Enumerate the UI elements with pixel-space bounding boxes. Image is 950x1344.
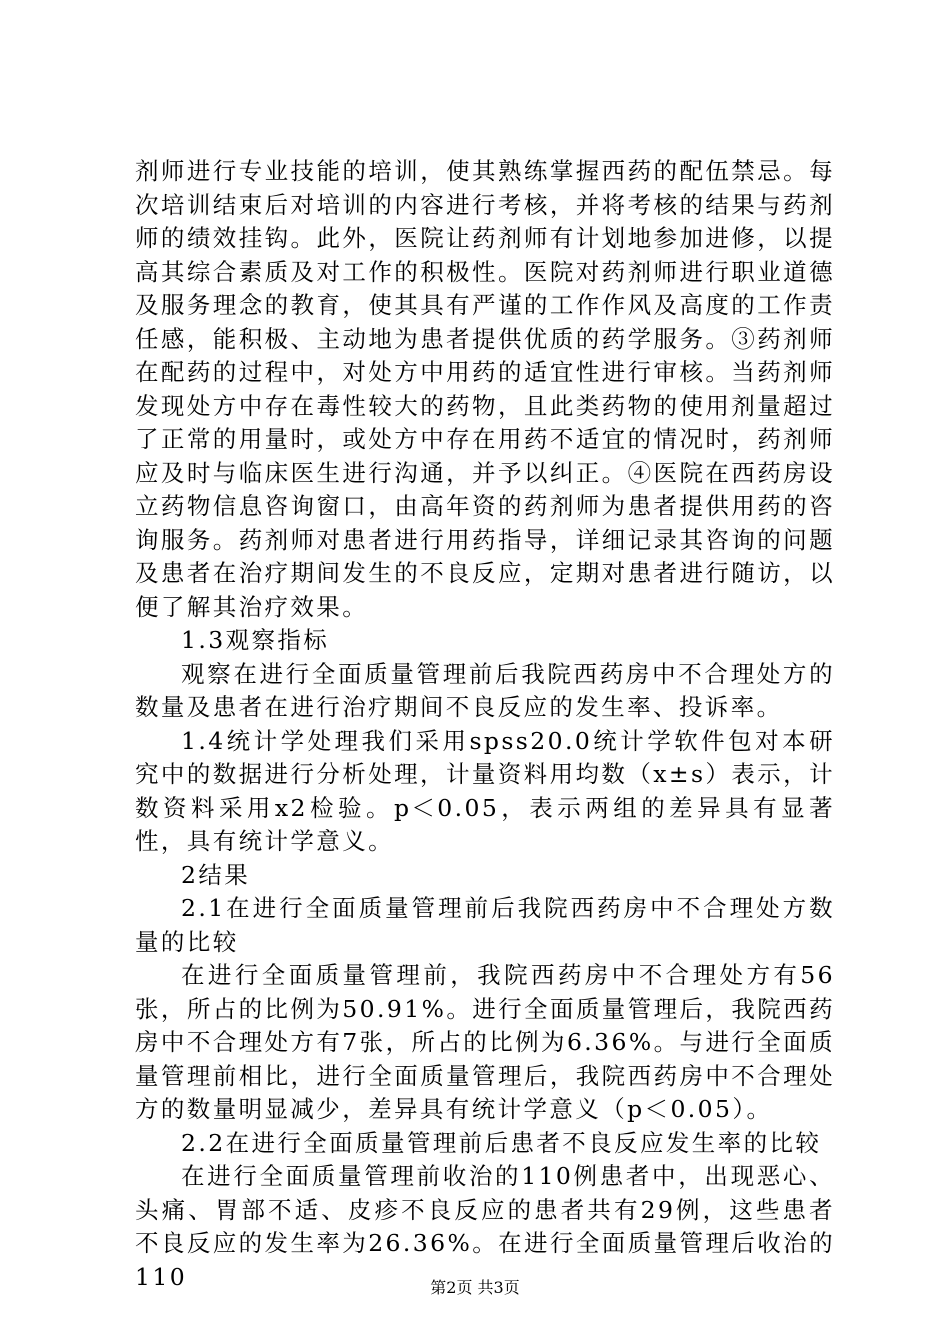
heading-results-2-2: 2.2在进行全面质量管理前后患者不良反应发生率的比较 bbox=[181, 1128, 822, 1157]
paragraph-statistics: 1.4统计学处理我们采用spss20.0统计学软件包对本研究中的数据进行分析处理，计量资料用均数（x±s）表示，计数资料采用x2检验。p＜0.05，表示两组的差异具有显著性，具有统计学意义。 bbox=[135, 726, 835, 855]
paragraph-observation: 观察在进行全面质量管理前后我院西药房中不合理处方的数量及患者在进行治疗期间不良反应的发生率、投诉率。 bbox=[135, 659, 835, 721]
page-number: 第2页 共3页 bbox=[430, 1278, 520, 1297]
body-text bbox=[135, 155, 835, 1294]
paragraph-prescriptions: 在进行全面质量管理前，我院西药房中不合理处方有56张，所占的比例为50.91%。进行全面质量管理后，我院西药房中不合理处方有7张，所占的比例为6.36%。与进行全面质量管理前相比，进行全面质量管理后，我院西药房中不合理处方的数量明显减少，差异具有统计学意义（p＜0.05）。 bbox=[135, 961, 835, 1123]
heading-results-2-1: 2.1在进行全面质量管理前后我院西药房中不合理处方数量的比较 bbox=[135, 894, 835, 956]
paragraph-training: 剂师进行专业技能的培训，使其熟练掌握西药的配伍禁忌。每次培训结束后对培训的内容进行考核，并将考核的结果与药剂师的绩效挂钩。此外，医院让药剂师有计划地参加进修，以提高其综合素质及对工作的积极性。医院对药剂师进行职业道德及服务理念的教育，使其具有严谨的工作作风及高度的工作责任感，能积极、主动地为患者提供优质的药学服务。③药剂师在配药的过程中，对处方中用药的适宜性进行审核。当药剂师发现处方中存在毒性较大的药物，且此类药物的使用剂量超过了正常的用量时，或处方中存在用药不适宜的情况时，药剂师应及时与临床医生进行沟通，并予以纠正。④医院在西药房设立药物信息咨询窗口，由高年资的药剂师为患者提供用药的咨询服务。药剂师对患者进行用药指导，详细记录其咨询的问题及患者在治疗期间发生的不良反应，定期对患者进行随访，以便了解其治疗效果。 bbox=[135, 157, 835, 621]
paragraph-adverse-reactions: 在进行全面质量管理前收治的110例患者中，出现恶心、头痛、胃部不适、皮疹不良反应的患者共有29例，这些患者不良反应的发生率为26.36%。在进行全面质量管理后收治的110 bbox=[135, 1162, 835, 1291]
heading-observation-indicators: 1.3观察指标 bbox=[181, 626, 330, 654]
heading-results: 2结果 bbox=[181, 860, 251, 889]
